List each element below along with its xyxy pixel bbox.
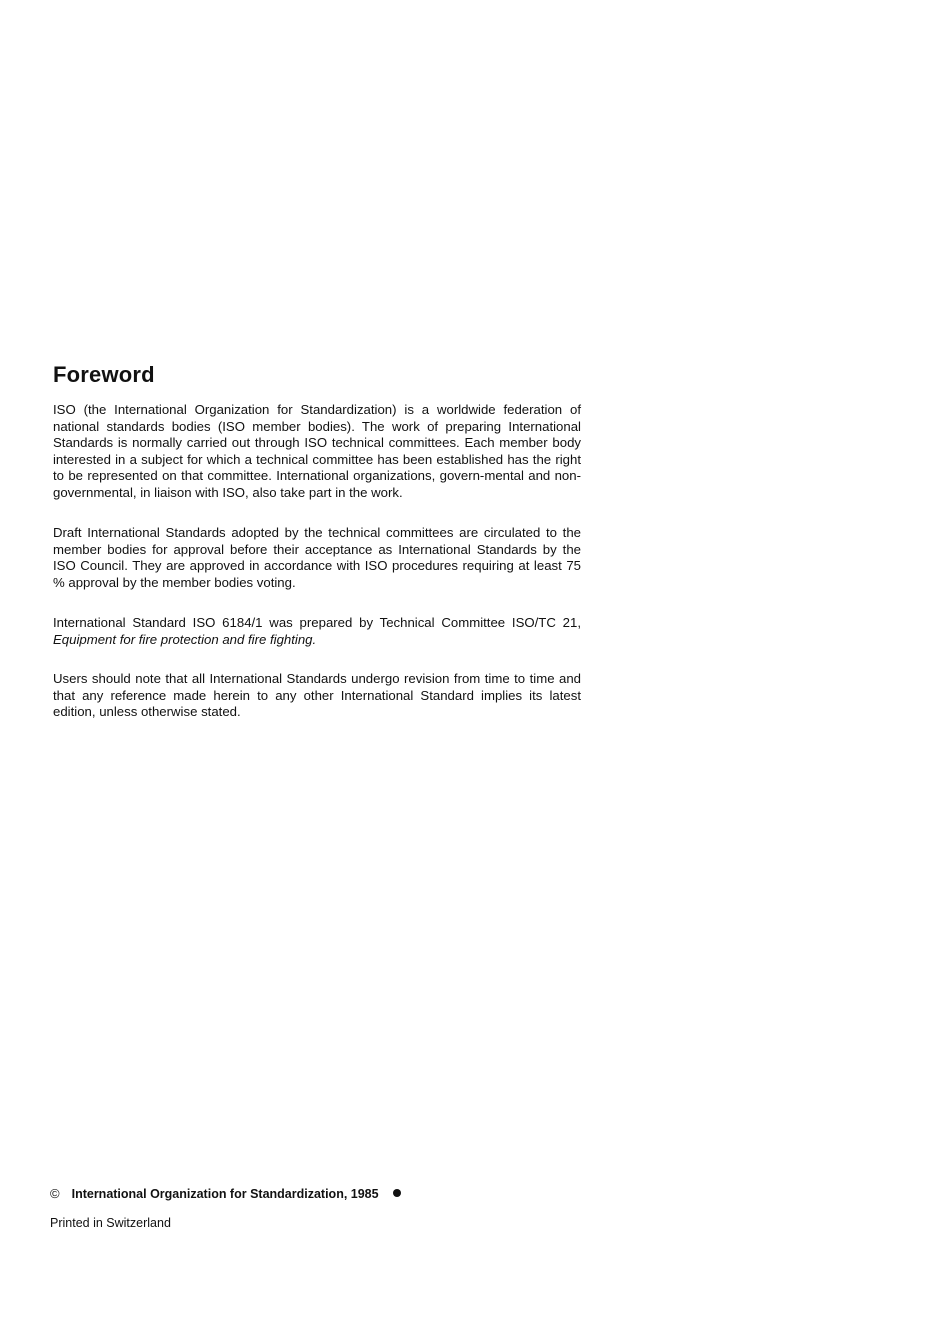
- copyright-text: International Organization for Standardization, 1985: [71, 1187, 379, 1201]
- committee-title: Equipment for fire protection and fire fighting.: [53, 631, 317, 647]
- foreword-paragraph-3: [53, 615, 581, 648]
- copyright-icon: ©: [50, 1186, 60, 1201]
- foreword-paragraph-1: ISO (the International Organization for Standardization) is a worldwide federation of national standards bodies (ISO member bodies). The work of preparing International Standards is normally carried out through ISO technical committees. Each member body interested in a subject for which a technical committee has been established has the right to be represented on that committee. International organizations, govern-mental and non-governmental, in liaison with ISO, also take part in the work.: [53, 402, 581, 500]
- foreword-paragraph-4: Users should note that all International Standards undergo revision from time to time and that any reference made herein to any other International Standard implies its latest edition, unless otherwise stated.: [53, 671, 581, 720]
- paragraph-3-prefix: International Standard ISO 6184/1 was prepared by Technical Committee ISO/TC 21,: [53, 615, 581, 630]
- foreword-heading: Foreword: [53, 362, 155, 387]
- printed-in-note: Printed in Switzerland: [50, 1216, 171, 1230]
- copyright-line: [50, 1186, 401, 1201]
- bullet-icon: [393, 1189, 401, 1197]
- foreword-paragraph-2: Draft International Standards adopted by the technical committees are circulated to the member bodies for approval before their acceptance as International Standards by the ISO Council. They are approved in accordance with ISO procedures requiring at least 75 % approval by the member bodies voting.: [53, 525, 581, 590]
